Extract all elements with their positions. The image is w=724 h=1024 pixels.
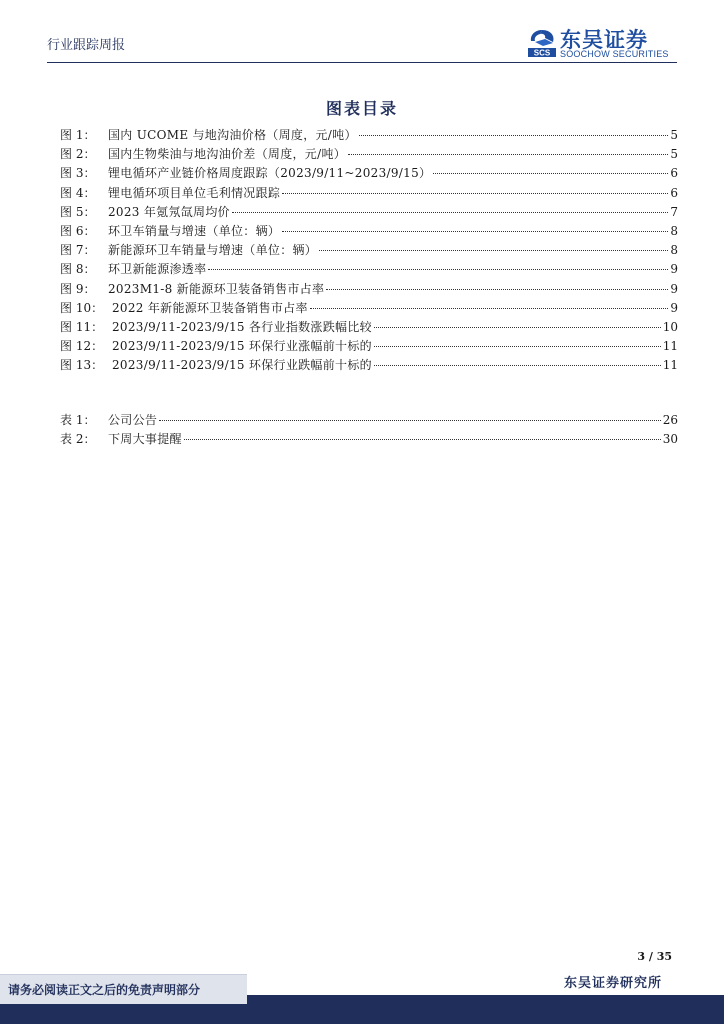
toc-entry-page: 6 (670, 166, 678, 181)
toc-entry-page: 11 (662, 339, 678, 354)
toc-entry-label: 图 1： (60, 128, 96, 142)
toc-dot-leader (326, 289, 668, 290)
toc-entry-label: 表 1： (60, 413, 96, 427)
toc-entry[interactable] (60, 430, 678, 449)
toc-entry-label: 图 8： (60, 262, 96, 277)
toc-entry-title: 2023/9/11-2023/9/15 环保行业涨幅前十标的 (112, 339, 372, 354)
toc-entry[interactable] (60, 318, 678, 337)
toc-entry-title: 2023M1-8 新能源环卫装备销售市占率 (108, 281, 325, 296)
toc-entry-label: 图 12： (60, 339, 104, 354)
toc-dot-leader (374, 327, 661, 328)
toc-entry-title: 国内 UCOME 与地沟油价格（周度，元/吨） (108, 128, 357, 142)
toc-entry-page: 26 (662, 413, 678, 427)
toc-entry-page: 11 (662, 358, 678, 373)
logo-chinese-name: 东吴证券 (560, 28, 648, 52)
header-section-title: 行业跟踪周报 (47, 38, 126, 53)
toc-entry-label: 图 13： (60, 358, 104, 373)
toc-dot-leader (159, 420, 661, 421)
toc-dot-leader (184, 439, 661, 440)
toc-entry-page: 7 (670, 204, 678, 219)
toc-dot-leader (374, 346, 661, 347)
logo-mark-icon (527, 28, 557, 58)
toc-entry-label: 图 7： (60, 243, 96, 258)
toc-entry[interactable] (60, 356, 678, 375)
toc-entry-label: 图 9： (60, 281, 96, 296)
toc-entry-title: 2022 年新能源环卫装备销售市占率 (112, 300, 308, 315)
toc-entry-title: 锂电循环产业链价格周度跟踪（2023/9/11~2023/9/15） (108, 166, 432, 181)
toc-dot-leader (374, 365, 661, 366)
toc-entry[interactable] (60, 337, 678, 356)
toc-entry[interactable] (60, 203, 678, 222)
toc-dot-leader (319, 250, 668, 251)
toc-entry[interactable] (60, 145, 678, 164)
toc-entry-page: 10 (662, 319, 678, 334)
toc-entry[interactable] (60, 260, 678, 279)
toc-dot-leader (232, 212, 668, 213)
toc-entry-page: 9 (670, 281, 678, 296)
toc-entry-label: 图 3： (60, 166, 96, 181)
figure-index (60, 126, 678, 375)
toc-entry[interactable] (60, 411, 678, 430)
toc-entry-label: 图 11： (60, 319, 104, 334)
toc-entry-title: 公司公告 (108, 413, 158, 427)
toc-entry-title: 2023/9/11-2023/9/15 各行业指数涨跌幅比较 (112, 319, 372, 334)
toc-entry-label: 图 4： (60, 185, 96, 200)
toc-entry-label: 图 6： (60, 223, 96, 238)
toc-entry-title: 国内生物柴油与地沟油价差（周度，元/吨） (108, 147, 347, 162)
toc-dot-leader (359, 135, 668, 136)
toc-entry[interactable] (60, 222, 678, 241)
toc-entry-page: 5 (670, 147, 678, 162)
toc-entry-page: 5 (670, 128, 678, 142)
toc-entry[interactable] (60, 184, 678, 203)
toc-entry-title: 下周大事提醒 (108, 432, 182, 447)
toc-entry-page: 8 (670, 243, 678, 258)
table-index (60, 411, 678, 449)
toc-entry-title: 环卫新能源渗透率 (108, 262, 207, 277)
toc-dot-leader (348, 154, 668, 155)
toc-entry-title: 锂电循环项目单位毛利情况跟踪 (108, 185, 281, 200)
page-number: 3 / 35 (637, 950, 672, 963)
page-title: 图表目录 (325, 99, 398, 118)
toc-entry-page: 9 (670, 262, 678, 277)
toc-entry-label: 图 10： (60, 300, 104, 315)
toc-entry-page: 8 (670, 223, 678, 238)
toc-entry-label: 图 5： (60, 204, 96, 219)
toc-entry-title: 2023/9/11-2023/9/15 环保行业跌幅前十标的 (112, 358, 372, 373)
logo-mark-text: SCS (533, 48, 551, 58)
toc-dot-leader (282, 193, 668, 194)
toc-entry-page: 30 (662, 432, 678, 447)
toc-dot-leader (310, 308, 668, 309)
toc-entry[interactable] (60, 126, 678, 145)
brand-logo (527, 26, 677, 62)
header-divider (47, 62, 677, 63)
disclaimer-notice: 请务必阅读正文之后的免责声明部分 (0, 974, 247, 1004)
toc-entry-label: 图 2： (60, 147, 96, 162)
toc-entry-label: 表 2： (60, 432, 96, 447)
toc-entry[interactable] (60, 299, 678, 318)
toc-entry-page: 9 (670, 300, 678, 315)
toc-entry[interactable] (60, 280, 678, 299)
logo-english-name: SOOCHOW SECURITIES (560, 49, 669, 59)
toc-entry[interactable] (60, 241, 678, 260)
toc-dot-leader (433, 173, 668, 174)
toc-dot-leader (208, 269, 668, 270)
toc-entry[interactable] (60, 164, 678, 183)
footer-organization: 东吴证券研究所 (563, 976, 662, 991)
toc-entry-title: 环卫车销量与增速（单位：辆） (108, 223, 281, 238)
toc-entry-page: 6 (670, 185, 678, 200)
toc-entry-title: 新能源环卫车销量与增速（单位：辆） (108, 243, 318, 258)
toc-entry-title: 2023 年氪氖氙周均价 (108, 204, 230, 219)
toc-dot-leader (282, 231, 668, 232)
